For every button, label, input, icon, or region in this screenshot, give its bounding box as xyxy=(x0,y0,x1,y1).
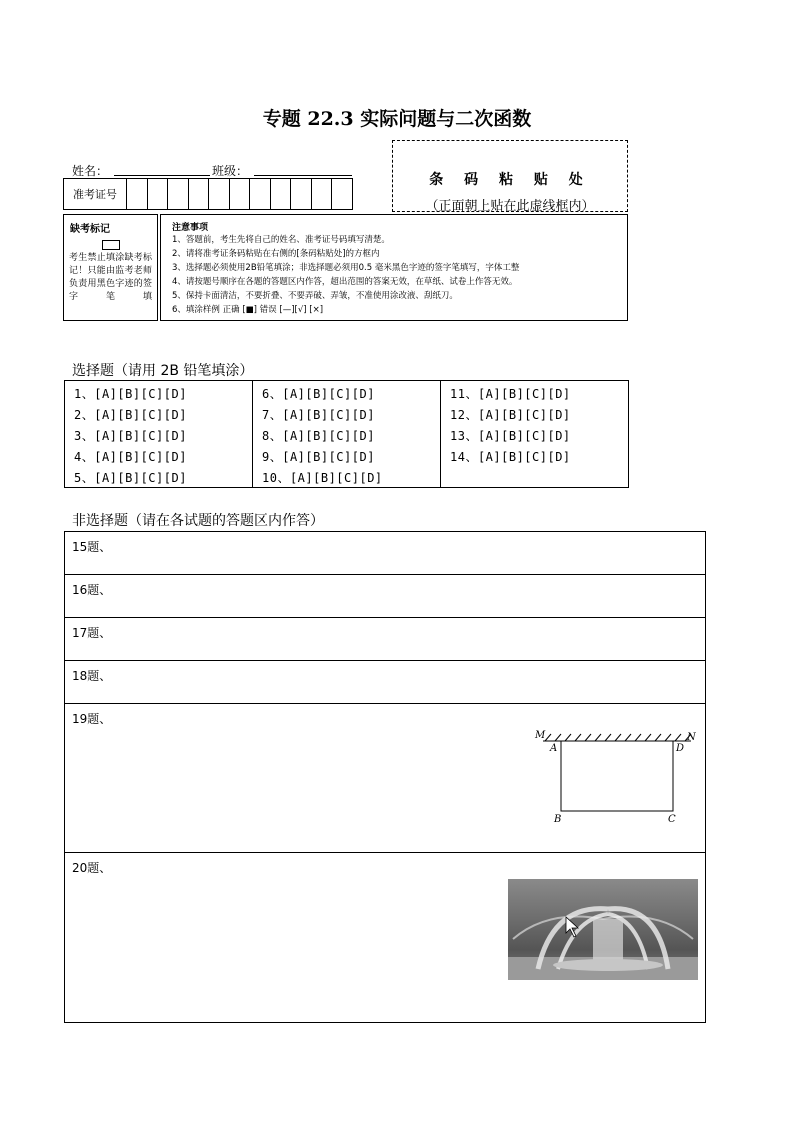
barcode-subtitle: （正面朝上贴在此虚线框内） xyxy=(425,199,595,214)
class-label: 班级： xyxy=(212,164,249,178)
label-m: M xyxy=(535,730,546,741)
choice-row[interactable]: 8、[A][B][C][D] xyxy=(262,429,375,443)
exam-id-cell[interactable] xyxy=(271,179,292,209)
choice-row[interactable]: 6、[A][B][C][D] xyxy=(262,387,375,401)
note-item: 5、保持卡面清洁，不要折叠、不要弄破、弄皱，不准使用涂改液、刮纸刀。 xyxy=(172,291,458,301)
choice-row[interactable]: 3、[A][B][C][D] xyxy=(74,429,187,443)
answer-heading: 非选择题（请在各试题的答题区内作答） xyxy=(72,513,324,529)
barcode-area xyxy=(392,140,628,212)
choice-column xyxy=(441,381,628,487)
missing-exam-checkbox[interactable] xyxy=(102,240,120,250)
choice-row[interactable]: 5、[A][B][C][D] xyxy=(74,471,187,485)
rectangle-abcd xyxy=(561,741,673,811)
choice-heading: 选择题（请用 2B 铅笔填涂） xyxy=(72,363,254,379)
wall-hatching xyxy=(543,734,691,741)
page-title: 专题 22.3 实际问题与二次函数 xyxy=(262,108,532,130)
exam-id-cell[interactable] xyxy=(148,179,169,209)
choice-row[interactable]: 1、[A][B][C][D] xyxy=(74,387,187,401)
missing-exam-title: 缺考标记 xyxy=(70,224,110,235)
exam-id-cell[interactable] xyxy=(332,179,352,209)
exam-id-cell[interactable] xyxy=(291,179,312,209)
fountain-photo xyxy=(508,879,698,980)
answer-box-17[interactable] xyxy=(65,618,705,661)
choice-column xyxy=(253,381,441,487)
answer-box-16[interactable] xyxy=(65,575,705,618)
choice-grid xyxy=(64,380,629,488)
question-label: 20题、 xyxy=(72,861,112,875)
exam-id-cell[interactable] xyxy=(168,179,189,209)
exam-id-grid xyxy=(63,178,353,210)
exam-id-cell[interactable] xyxy=(127,179,148,209)
exam-id-cell[interactable] xyxy=(230,179,251,209)
choice-row[interactable]: 9、[A][B][C][D] xyxy=(262,450,375,464)
question-label: 15题、 xyxy=(72,540,112,554)
exam-id-cell[interactable] xyxy=(312,179,333,209)
answer-box-18[interactable] xyxy=(65,661,705,704)
choice-row[interactable]: 10、[A][B][C][D] xyxy=(262,471,383,485)
note-item: 3、选择题必须使用2B铅笔填涂；非选择题必须用0.5 毫米黑色字迹的签字笔填写，字体工整 xyxy=(172,263,520,273)
choice-row[interactable]: 12、[A][B][C][D] xyxy=(450,408,571,422)
choice-row[interactable]: 4、[A][B][C][D] xyxy=(74,450,187,464)
answer-area xyxy=(64,531,706,1023)
note-item: 2、请将准考证条码粘贴在右侧的[条码粘贴处]的方框内 xyxy=(172,249,380,259)
answer-box-19[interactable] xyxy=(65,704,705,853)
notes-title: 注意事项 xyxy=(172,223,209,233)
note-item: 6、填涂样例 正确 [■] 错误 [—][√] [×] xyxy=(172,305,324,315)
answer-box-15[interactable] xyxy=(65,532,705,575)
note-item: 1、答题前，考生先将自己的姓名、准考证号码填写清楚。 xyxy=(172,235,390,245)
name-label: 姓名： xyxy=(72,164,109,178)
exam-id-cell[interactable] xyxy=(209,179,230,209)
note-item: 4、请按题号顺序在各题的答题区内作答，超出范围的答案无效，在草纸、试卷上作答无效。 xyxy=(172,277,518,287)
choice-row[interactable]: 11、[A][B][C][D] xyxy=(450,387,571,401)
choice-row[interactable]: 13、[A][B][C][D] xyxy=(450,429,571,443)
answer-box-20[interactable] xyxy=(65,853,705,1022)
label-a: A xyxy=(550,743,558,754)
barcode-title: 条 码 粘 贴 处 xyxy=(429,172,591,188)
exam-id-cell[interactable] xyxy=(189,179,210,209)
exam-id-cell[interactable] xyxy=(250,179,271,209)
notes-box xyxy=(160,214,628,321)
question-label: 17题、 xyxy=(72,626,112,640)
missing-exam-text: 考生禁止填涂缺考标记！只能由监考老师负责用黑色字迹的签字笔填 xyxy=(69,253,152,302)
choice-row[interactable]: 7、[A][B][C][D] xyxy=(262,408,375,422)
name-field[interactable] xyxy=(114,161,210,176)
question-label: 16题、 xyxy=(72,583,112,597)
choice-row[interactable]: 14、[A][B][C][D] xyxy=(450,450,571,464)
rectangle-figure xyxy=(531,728,701,828)
missing-exam-box xyxy=(63,214,158,321)
choice-row[interactable]: 2、[A][B][C][D] xyxy=(74,408,187,422)
question-label: 19题、 xyxy=(72,712,112,726)
class-field[interactable] xyxy=(254,161,352,176)
label-b: B xyxy=(554,814,562,825)
exam-id-label: 准考证号 xyxy=(64,179,127,209)
question-label: 18题、 xyxy=(72,669,112,683)
label-d: D xyxy=(676,743,685,754)
choice-column xyxy=(65,381,253,487)
label-c: C xyxy=(668,814,676,825)
label-n: N xyxy=(687,732,696,743)
